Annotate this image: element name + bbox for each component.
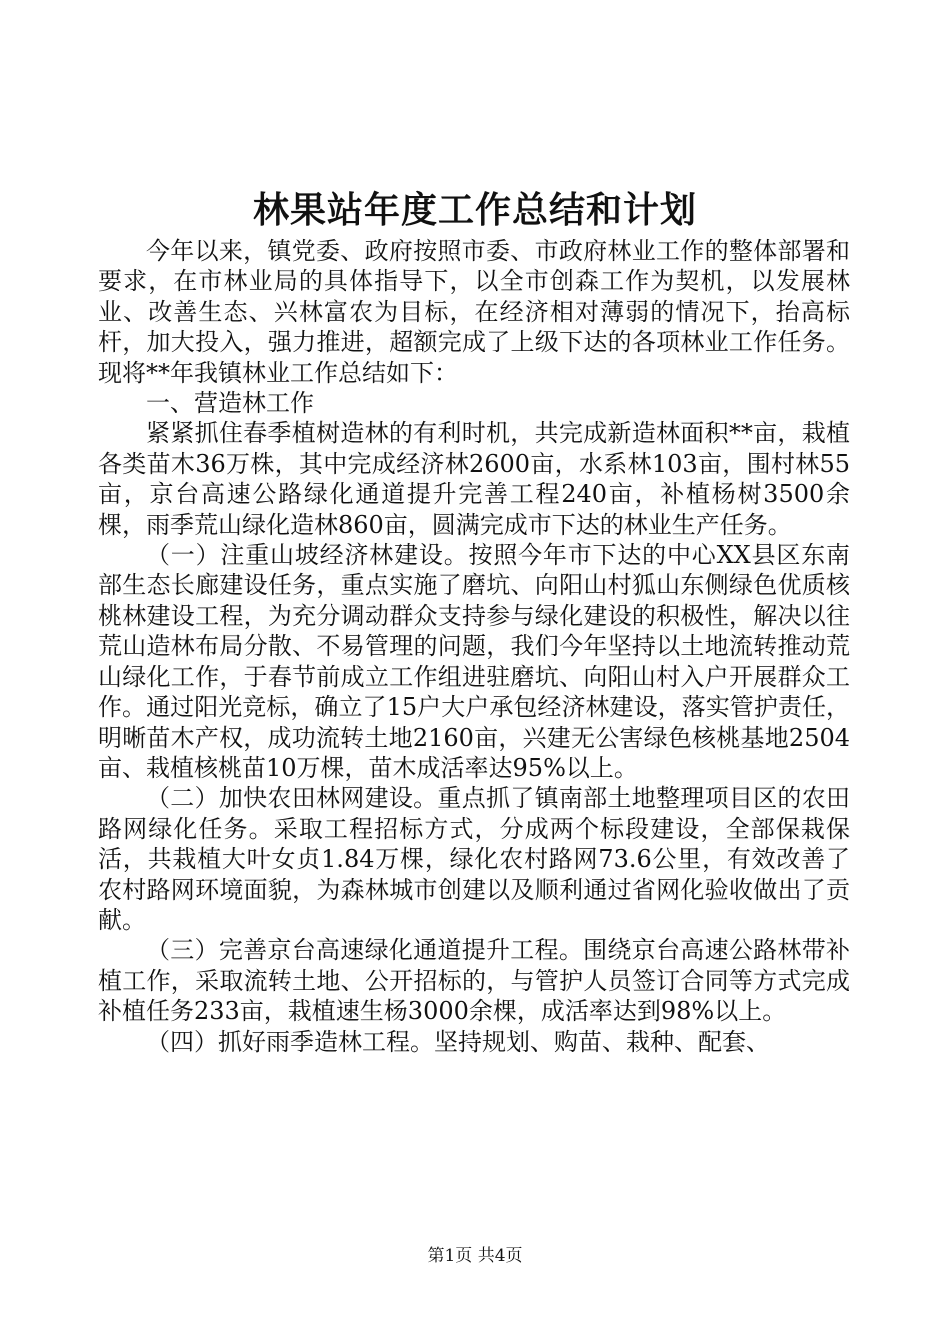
body-paragraph: （三）完善京台高速绿化通道提升工程。围绕京台高速公路林带补植工作，采取流转土地、公开招标的，与管护人员签订合同等方式完成补植任务233亩，栽植速生杨3000余棵，成活率达到98%以上。	[98, 936, 850, 1026]
intro-paragraph: 今年以来，镇党委、政府按照市委、市政府林业工作的整体部署和要求，在市林业局的具体指导下，以全市创森工作为契机，以发展林业、改善生态、兴林富农为目标，在经济相对薄弱的情况下，抬高标杆，加大投入，强力推进，超额完成了上级下达的各项林业工作任务。现将**年我镇林业工作总结如下：	[98, 237, 850, 387]
body-paragraph: （四）抓好雨季造林工程。坚持规划、购苗、栽种、配套、	[146, 1027, 770, 1056]
body-paragraph: 紧紧抓住春季植树造林的有利时机，共完成新造林面积**亩，栽植各类苗木36万株，其中完成经济林2600亩，水系林103亩，围村林55亩，京台高速公路绿化通道提升完善工程240亩，补植杨树3500余棵，雨季荒山绿化造林860亩，圆满完成市下达的林业生产任务。	[98, 419, 850, 539]
body-paragraph: （二）加快农田林网建设。重点抓了镇南部土地整理项目区的农田路网绿化任务。采取工程招标方式，分成两个标段建设，全部保栽保活，共栽植大叶女贞1.84万棵，绿化农村路网73.6公里，有效改善了农村路网环境面貌，为森林城市创建以及顺利通过省网化验收做出了贡献。	[98, 784, 850, 934]
body-paragraph: （一）注重山坡经济林建设。按照今年市下达的中心XX县区东南部生态长廊建设任务，重点实施了磨坑、向阳山村狐山东侧绿色优质核桃林建设工程，为充分调动群众支持参与绿化建设的积极性，解决以往荒山造林布局分散、不易管理的问题，我们今年坚持以土地流转推动荒山绿化工作，于春节前成立工作组进驻磨坑、向阳山村入户开展群众工作。通过阳光竞标，确立了15户大户承包经济林建设，落实管护责任，明晰苗木产权，成功流转土地2160亩，兴建无公害绿色核桃基地2504亩、栽植核桃苗10万棵，苗木成活率达95%以上。	[98, 541, 850, 782]
section-heading: 一、营造林工作	[146, 389, 314, 418]
document-body	[98, 236, 850, 1057]
page-number-footer: 第1页 共4页	[427, 1246, 523, 1266]
document-title: 林果站年度工作总结和计划	[252, 189, 697, 231]
